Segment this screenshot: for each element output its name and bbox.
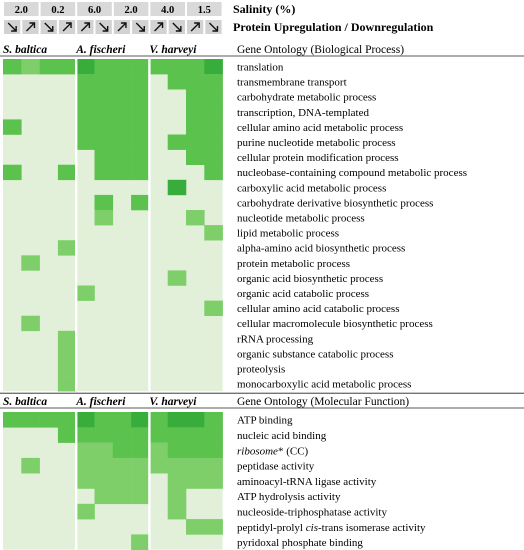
heatmap-cell <box>95 195 114 210</box>
go-term-label: ribosome* (CC) <box>237 445 309 458</box>
go-term-label: cellular amino acid metabolic process <box>237 121 404 134</box>
heatmap-cell <box>58 331 77 346</box>
heatmap-cell <box>113 427 132 443</box>
heatmap-cell <box>21 316 40 331</box>
go-term-label: cellular macromolecule biosynthetic process <box>237 318 433 331</box>
heatmap-cell <box>186 412 205 428</box>
heatmap-cell <box>76 135 95 150</box>
go-term-label: cellular amino acid catabolic process <box>237 303 400 316</box>
heatmap-cell <box>76 504 95 520</box>
heatmap-cell <box>131 412 150 428</box>
regulation-arrow-boxes <box>4 20 222 34</box>
salinity-value: 4.0 <box>161 5 175 16</box>
go-term-label: nucleobase-containing compound metabolic process <box>237 167 468 180</box>
heatmap-cell <box>21 255 40 270</box>
salinity-value-boxes <box>4 2 222 16</box>
go-term-label: proteolysis <box>237 363 286 376</box>
heatmap-cell <box>149 412 168 428</box>
heatmap-cell <box>204 519 223 535</box>
go-term-label: nucleoside-triphosphatase activity <box>237 506 387 519</box>
heatmap-cell <box>168 458 187 474</box>
heatmap-cell <box>58 346 77 361</box>
organism-label: S. baltica <box>3 44 48 56</box>
go-term-label: peptidase activity <box>237 460 315 473</box>
heatmap-cell <box>21 59 40 74</box>
go-term-label: organic acid biosynthetic process <box>237 272 384 285</box>
heatmap-cell <box>186 89 205 104</box>
heatmap-cell <box>186 443 205 459</box>
heatmap-cell <box>40 412 59 428</box>
heatmap-cell <box>95 473 114 489</box>
go-term-label: cellular protein modification process <box>237 152 399 165</box>
heatmap-cell <box>76 286 95 301</box>
heatmap-cell <box>76 74 95 89</box>
heatmap-cell <box>95 210 114 225</box>
heatmap-cell <box>58 59 77 74</box>
heatmap-cell <box>76 89 95 104</box>
heatmap-cell <box>131 195 150 210</box>
go-term-label: pyridoxal phosphate binding <box>237 537 363 550</box>
go-term-label: nucleotide metabolic process <box>237 212 365 225</box>
heatmap-cell <box>168 180 187 195</box>
heatmap-cell <box>131 427 150 443</box>
heatmap-cell <box>131 89 150 104</box>
heatmap-cell <box>168 59 187 74</box>
go-term-label: peptidyl-prolyl cis-trans isomerase activity <box>237 521 426 534</box>
section-title: Gene Ontology (Molecular Function) <box>237 396 410 408</box>
heatmap-cell <box>186 210 205 225</box>
heatmap-cell <box>168 489 187 505</box>
heatmap-cell <box>95 489 114 505</box>
heatmap-cell <box>131 74 150 89</box>
heatmap-cell <box>168 504 187 520</box>
heatmap-cell <box>76 59 95 74</box>
heatmap-cell <box>186 150 205 165</box>
heatmap-cell <box>95 458 114 474</box>
salinity-value: 6.0 <box>87 5 102 16</box>
heatmap-cell <box>131 473 150 489</box>
heatmap-cell <box>149 59 168 74</box>
heatmap-cell <box>204 443 223 459</box>
heatmap-cell <box>131 119 150 134</box>
biological-process-section <box>0 44 524 393</box>
heatmap-cell <box>131 59 150 74</box>
heatmap-cell <box>131 150 150 165</box>
heatmap-cell <box>149 427 168 443</box>
go-term-label: ATP binding <box>237 414 293 427</box>
heatmap-cell <box>168 443 187 459</box>
regulation-title: Protein Upregulation / Downregulation <box>233 20 434 34</box>
salinity-value: 0.2 <box>51 5 65 16</box>
heatmap-cell <box>3 165 22 180</box>
heatmap-cell <box>168 412 187 428</box>
heatmap-cell <box>21 412 40 428</box>
heatmap-cell <box>186 59 205 74</box>
go-term-label: alpha-amino acid biosynthetic process <box>237 242 406 255</box>
organism-label: V. harveyi <box>149 44 197 56</box>
header-group <box>4 2 434 34</box>
heatmap-cell <box>131 165 150 180</box>
heatmap-cell <box>204 427 223 443</box>
heatmap-cell <box>95 135 114 150</box>
heatmap-cell <box>204 135 223 150</box>
heatmap-cell <box>131 135 150 150</box>
heatmap-cell <box>204 412 223 428</box>
heatmap-cell <box>113 473 132 489</box>
heatmap-cell <box>95 443 114 459</box>
heatmap-cell <box>58 412 77 428</box>
heatmap-cell <box>204 150 223 165</box>
heatmap-cell <box>149 443 168 459</box>
heatmap-cell <box>113 104 132 119</box>
heatmap-cell <box>58 240 77 255</box>
heatmap-cell <box>76 443 95 459</box>
heatmap-cell <box>95 412 114 428</box>
heatmap-cell <box>21 458 40 474</box>
heatmap-cell <box>168 135 187 150</box>
heatmap-cell <box>131 489 150 505</box>
heatmap-cell <box>131 534 150 550</box>
go-term-label: organic substance catabolic process <box>237 348 394 361</box>
molecular-function-section <box>0 396 524 550</box>
heatmap-cell <box>113 135 132 150</box>
heatmap-cell <box>186 458 205 474</box>
heatmap-cell <box>95 89 114 104</box>
heatmap-cell <box>186 119 205 134</box>
heatmap-cell <box>3 59 22 74</box>
salinity-value: 1.5 <box>197 5 211 16</box>
heatmap-cell <box>168 473 187 489</box>
heatmap-cell <box>58 165 77 180</box>
heatmap-cell <box>113 74 132 89</box>
heatmap-cell <box>204 104 223 119</box>
heatmap-cell <box>95 150 114 165</box>
heatmap-cell <box>95 59 114 74</box>
heatmap-cell <box>204 225 223 240</box>
heatmap-cell <box>113 165 132 180</box>
heatmap-cell <box>149 458 168 474</box>
heatmap-cell <box>58 361 77 376</box>
heatmap-cell <box>186 473 205 489</box>
heatmap-sections <box>0 44 524 550</box>
heatmap-cell <box>113 150 132 165</box>
heatmap-cell <box>131 458 150 474</box>
go-term-label: lipid metabolic process <box>237 227 340 240</box>
go-term-label: monocarboxylic acid metabolic process <box>237 378 412 391</box>
organism-label: A. fischeri <box>76 44 126 56</box>
heatmap-cell <box>186 135 205 150</box>
go-term-label: ATP hydrolysis activity <box>237 491 341 504</box>
organism-label: S. baltica <box>3 396 48 408</box>
heatmap-cell <box>95 74 114 89</box>
heatmap-cell <box>76 458 95 474</box>
heatmap-cell <box>113 458 132 474</box>
heatmap-cell <box>168 427 187 443</box>
salinity-title: Salinity (%) <box>233 2 296 16</box>
heatmap-cell <box>113 59 132 74</box>
heatmap-cell <box>204 165 223 180</box>
organism-label: V. harveyi <box>149 396 197 408</box>
go-term-label: transcription, DNA-templated <box>237 106 369 119</box>
heatmap-cell <box>204 473 223 489</box>
heatmap-cell <box>113 89 132 104</box>
go-term-label: translation <box>237 61 284 74</box>
go-term-label: purine nucleotide metabolic process <box>237 137 396 149</box>
heatmap-cell <box>113 119 132 134</box>
heatmap-cell <box>58 427 77 443</box>
heatmap-cell <box>131 104 150 119</box>
heatmap-cell <box>76 119 95 134</box>
section-title: Gene Ontology (Biological Process) <box>237 44 405 56</box>
heatmap-cell <box>113 489 132 505</box>
heatmap-cell <box>204 89 223 104</box>
heatmap-cell <box>76 427 95 443</box>
go-term-label: organic acid catabolic process <box>237 288 370 300</box>
salinity-value: 2.0 <box>124 5 138 16</box>
heatmap-cell <box>186 519 205 535</box>
heatmap-cell <box>204 59 223 74</box>
heatmap-cell <box>76 104 95 119</box>
go-term-label: protein metabolic process <box>237 257 351 270</box>
heatmap-cell <box>76 473 95 489</box>
heatmap-cell <box>95 119 114 134</box>
salinity-value: 2.0 <box>14 5 28 16</box>
heatmap-cell <box>95 165 114 180</box>
organism-label: A. fischeri <box>76 396 126 408</box>
heatmap-cell <box>186 427 205 443</box>
go-term-label: carboxylic acid metabolic process <box>237 182 387 195</box>
heatmap-cell <box>131 443 150 459</box>
heatmap-cell <box>95 104 114 119</box>
go-term-label: carbohydrate derivative biosynthetic process <box>237 197 434 210</box>
heatmap-cell <box>58 376 77 391</box>
heatmap-cell <box>168 270 187 285</box>
heatmap-cell <box>204 458 223 474</box>
heatmap-cell <box>76 412 95 428</box>
heatmap-cell <box>113 412 132 428</box>
heatmap-cell <box>3 412 22 428</box>
heatmap-cell <box>113 443 132 459</box>
heatmap-cell <box>186 104 205 119</box>
heatmap-cell <box>204 119 223 134</box>
go-term-label: carbohydrate metabolic process <box>237 91 377 104</box>
heatmap-cell <box>204 301 223 316</box>
heatmap-cell <box>40 59 59 74</box>
heatmap-cell <box>204 74 223 89</box>
heatmap-cell <box>95 427 114 443</box>
heatmap-cell <box>3 119 22 134</box>
go-term-label: aminoacyl-tRNA ligase activity <box>237 475 377 488</box>
go-term-label: rRNA processing <box>237 333 314 346</box>
heatmap-cell <box>168 74 187 89</box>
heatmap-cell <box>186 74 205 89</box>
go-term-label: nucleic acid binding <box>237 430 327 442</box>
go-term-label: transmembrane transport <box>237 76 347 89</box>
